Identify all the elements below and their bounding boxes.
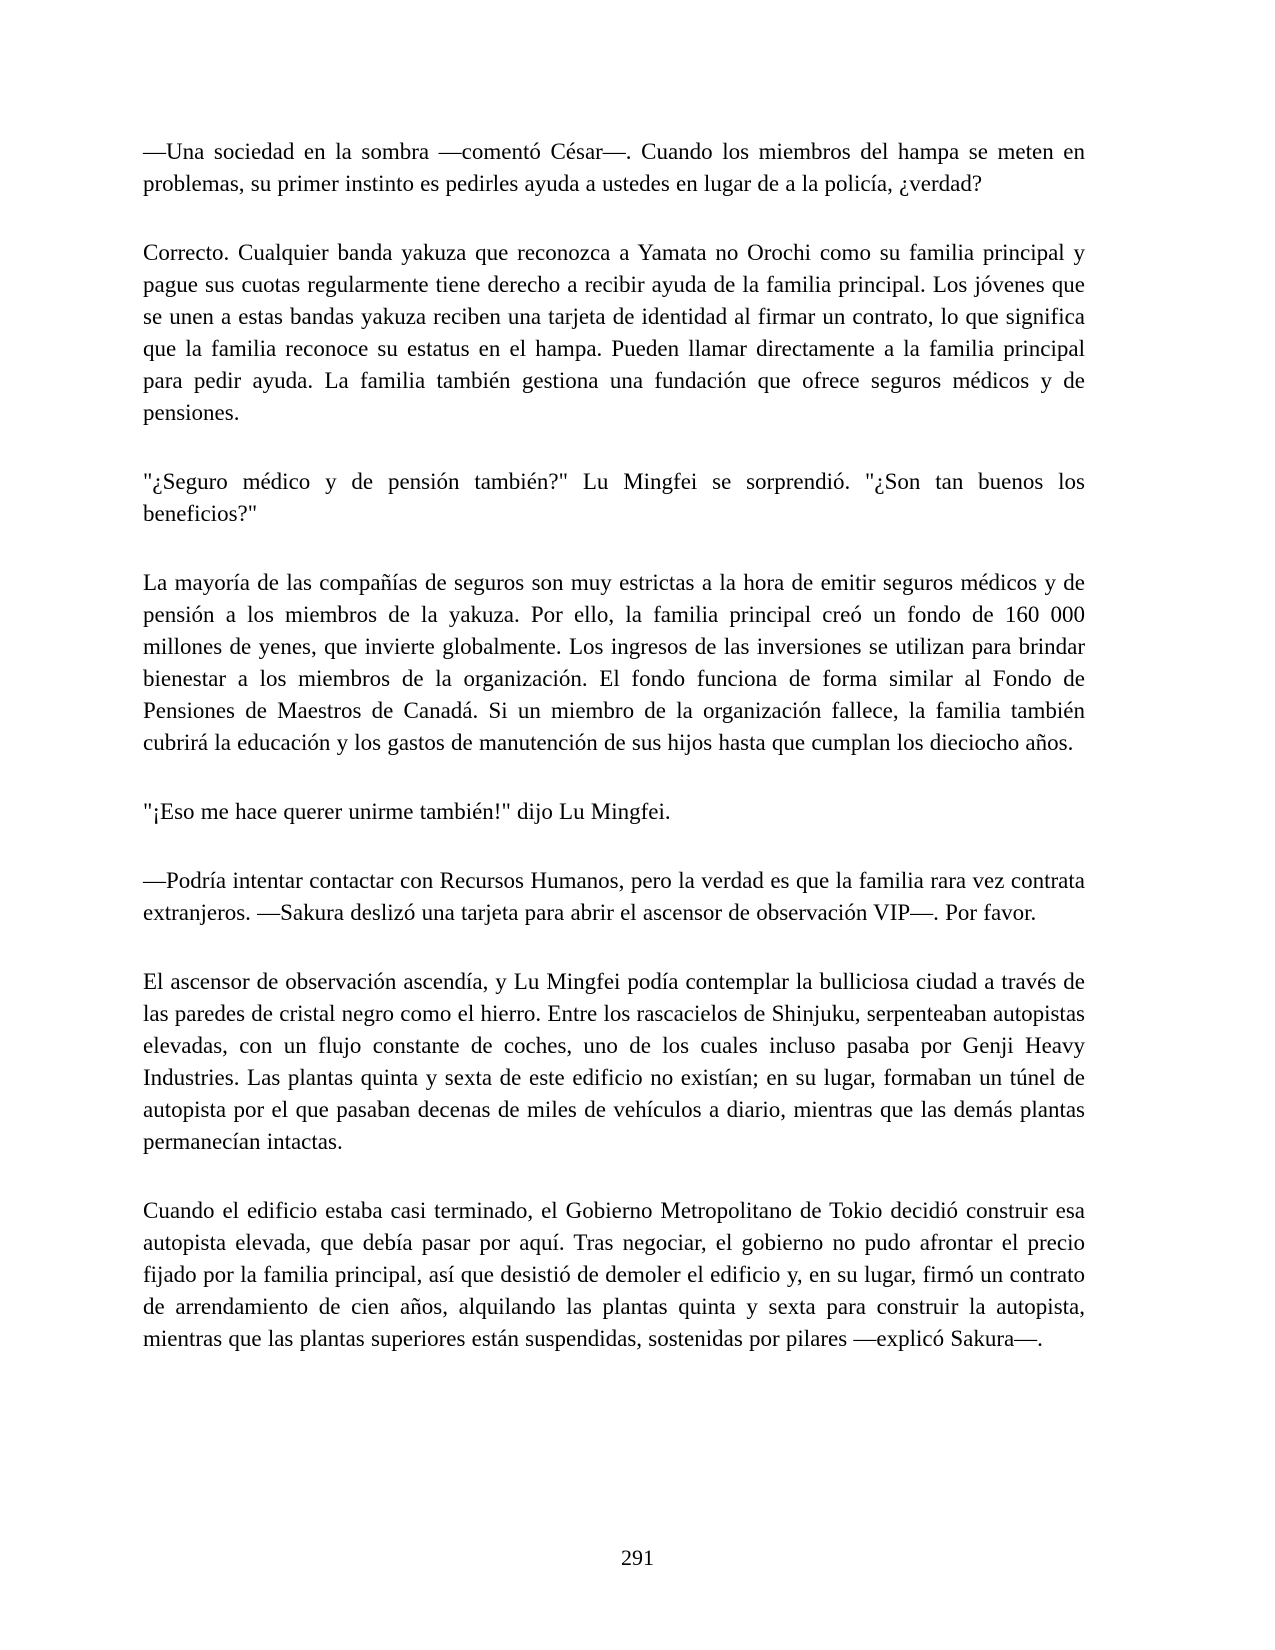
paragraph-insurance-fund: La mayoría de las compañías de seguros son muy estrictas a la hora de emitir seguros médicos y de pensión a los miembros de la yakuza. Por ello, la familia principal creó un fondo de 160 000 millones de yenes, que invierte globalmente. Los ingresos de las inversiones se utilizan para brindar bienestar a los miembros de la organización. El fondo funciona de forma similar al Fondo de Pensiones de Maestros de Canadá. Si un miembro de la organización fallece, la familia también cubrirá la educación y los gastos de manutención de sus hijos hasta que cumplan los dieciocho años. <box>143 570 1085 755</box>
text-block <box>143 136 1085 1392</box>
paragraph-lu-mingfei-exclamation: "¡Eso me hace querer unirme también!" dijo Lu Mingfei. <box>143 799 671 824</box>
paragraph-sakura-elevator: —Podría intentar contactar con Recursos Humanos, pero la verdad es que la familia rara vez contrata extranjeros. —Sakura deslizó una tarjeta para abrir el ascensor de observación VIP—. Por favor. <box>143 868 1085 925</box>
page-number: 291 <box>621 1545 654 1570</box>
paragraph-highway-contract: Cuando el edificio estaba casi terminado, el Gobierno Metropolitano de Tokio decidió construir esa autopista elevada, que debía pasar por aquí. Tras negociar, el gobierno no pudo afrontar el precio fijado por la familia principal, así que desistió de demoler el edificio y, en su lugar, firmó un contrato de arrendamiento de cien años, alquilando las plantas quinta y sexta para construir la autopista, mientras que las plantas superiores están suspendidas, sostenidas por pilares —explicó Sakura—. <box>143 1198 1085 1351</box>
paragraph-lu-mingfei-question: "¿Seguro médico y de pensión también?" Lu Mingfei se sorprendió. "¿Son tan buenos los beneficios?" <box>143 469 1085 526</box>
paragraph-yakuza-family: Correcto. Cualquier banda yakuza que reconozca a Yamata no Orochi como su familia principal y pague sus cuotas regularmente tiene derecho a recibir ayuda de la familia principal. Los jóvenes que se unen a estas bandas yakuza reciben una tarjeta de identidad al firmar un contrato, lo que significa que la familia reconoce su estatus en el hampa. Pueden llamar directamente a la familia principal para pedir ayuda. La familia también gestiona una fundación que ofrece seguros médicos y de pensiones. <box>143 240 1085 425</box>
paragraph-elevator-view: El ascensor de observación ascendía, y Lu Mingfei podía contemplar la bulliciosa ciudad a través de las paredes de cristal negro como el hierro. Entre los rascacielos de Shinjuku, serpenteaban autopistas elevadas, con un flujo constante de coches, uno de los cuales incluso pasaba por Genji Heavy Industries. Las plantas quinta y sexta de este edificio no existían; en su lugar, formaban un túnel de autopista por el que pasaban decenas de miles de vehículos a diario, mientras que las demás plantas permanecían intactas. <box>143 969 1085 1154</box>
paragraph-dialog-cesar: —Una sociedad en la sombra —comentó César—. Cuando los miembros del hampa se meten en problemas, su primer instinto es pedirles ayuda a ustedes en lugar de a la policía, ¿verdad? <box>143 139 1085 196</box>
